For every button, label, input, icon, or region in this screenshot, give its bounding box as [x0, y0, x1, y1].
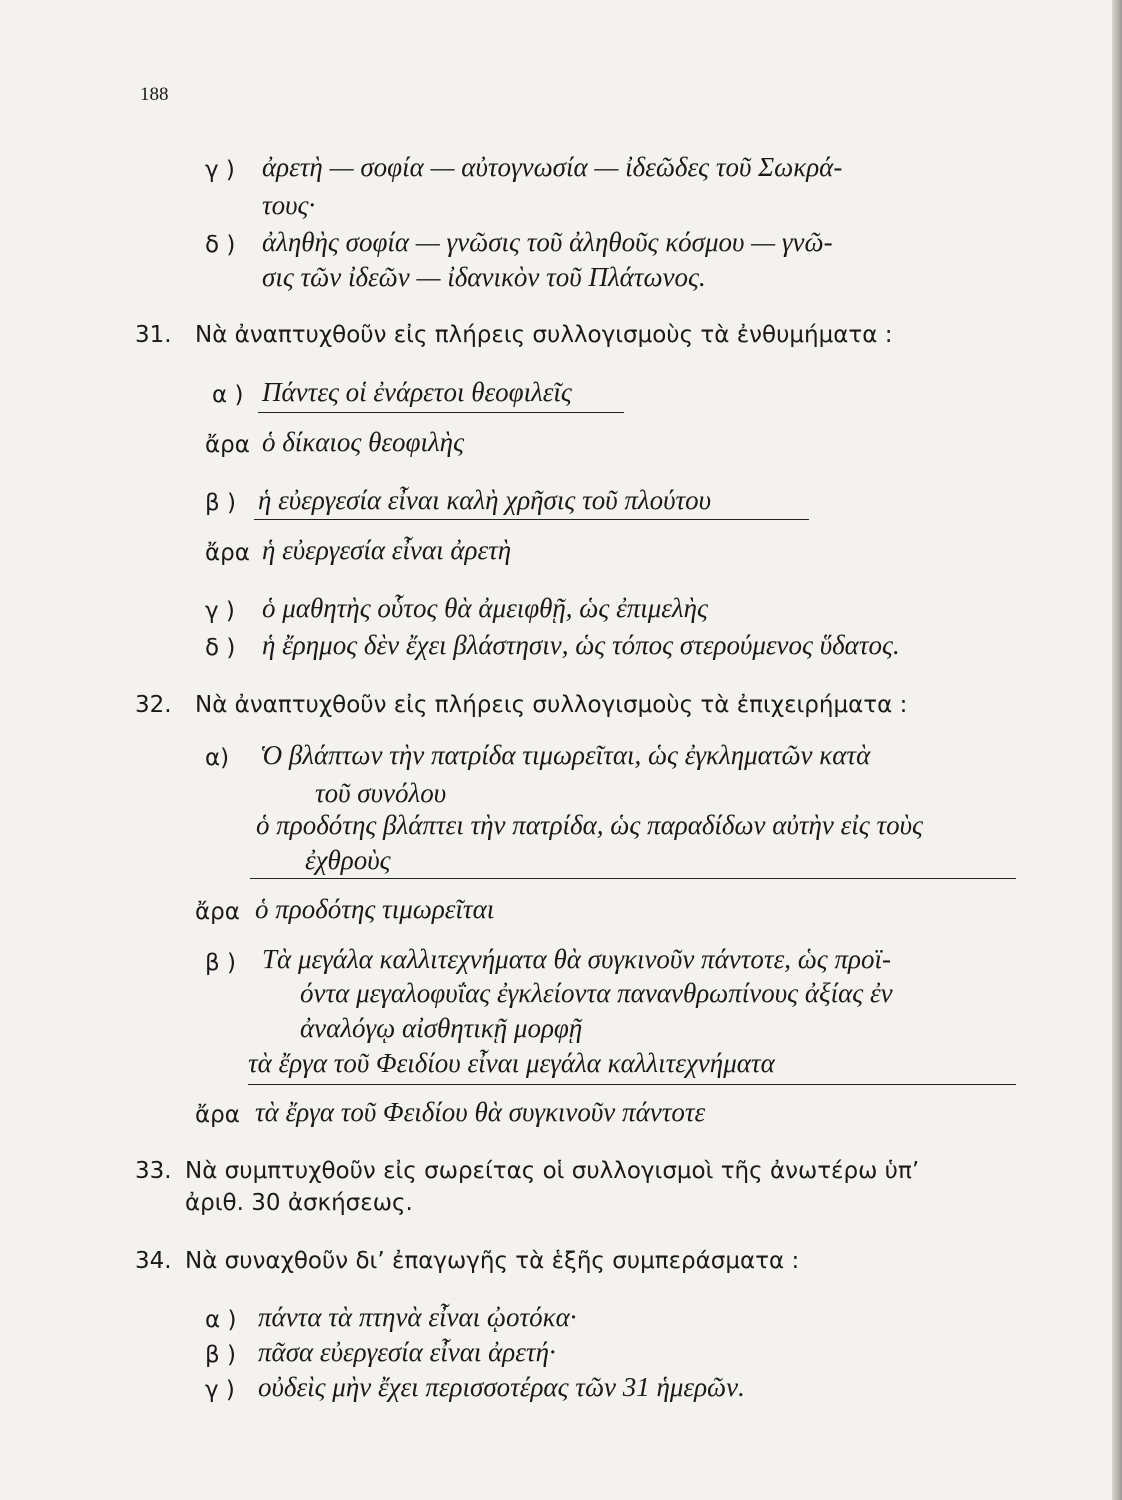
premise: τὰ ἔργα τοῦ Φειδίου εἶναι μεγάλα καλλιτεχνήματα — [248, 1048, 775, 1078]
item-label: α ) — [212, 382, 244, 408]
exercise-heading: Νὰ ἀναπτυχθοῦν εἰς πλήρεις συλλογισμοὺς τὰ ἐνθυμήματα : — [195, 322, 893, 348]
item-text: τους· — [262, 190, 316, 220]
syllogism-rule — [248, 1084, 1016, 1085]
premise: Ὁ βλάπτων τὴν πατρίδα τιμωρεῖται, ὡς ἐγκληματῶν κατὰ — [260, 740, 871, 770]
premise: τοῦ συνόλου — [315, 778, 447, 808]
exercise-number: 33. — [135, 1158, 172, 1184]
conclusion-prefix: ἄρα — [195, 899, 240, 925]
item-label: γ ) — [205, 598, 235, 624]
premise: ἀναλόγῳ αἰσθητικῇ μορφῇ — [300, 1013, 583, 1043]
item-label: δ ) — [205, 232, 236, 258]
item-text: πάντα τὰ πτηνὰ εἶναι ᾠοτόκα· — [258, 1302, 577, 1332]
exercise-heading: Νὰ ἀναπτυχθοῦν εἰς πλήρεις συλλογισμοὺς τὰ ἐπιχειρήματα : — [195, 692, 908, 718]
conclusion-prefix: ἄρα — [195, 1102, 240, 1128]
exercise-number: 34. — [135, 1248, 172, 1274]
exercise-heading: Νὰ συμπτυχθοῦν εἰς σωρείτας οἱ συλλογισμοὶ τῆς ἀνωτέρω ὑπ’ — [185, 1158, 920, 1184]
item-label: γ ) — [205, 157, 235, 183]
conclusion: ὁ δίκαιος θεοφιλὴς — [262, 427, 465, 457]
item-text: ἡ ἔρημος δὲν ἔχει βλάστησιν, ὡς τόπος στερούμενος ὕδατος. — [262, 630, 900, 660]
item-label: β ) — [205, 950, 236, 976]
conclusion-prefix: ἄρα — [205, 540, 250, 566]
premise: ἐχθροὺς — [305, 845, 391, 875]
syllogism-rule — [254, 519, 809, 520]
exercise-heading: ἀριθ. 30 ἀσκήσεως. — [185, 1190, 413, 1216]
item-text: ὁ μαθητὴς οὗτος θὰ ἀμειφθῇ, ὡς ἐπιμελὴς — [262, 593, 708, 623]
item-text: σις τῶν ἰδεῶν — ἰδανικὸν τοῦ Πλάτωνος. — [262, 262, 706, 292]
exercise-number: 31. — [135, 322, 172, 348]
premise: ὁ προδότης βλάπτει τὴν πατρίδα, ὡς παραδίδων αὐτὴν εἰς τοὺς — [256, 810, 923, 840]
exercise-number: 32. — [135, 692, 172, 718]
conclusion-prefix: ἄρα — [205, 432, 250, 458]
page-edge-shadow — [1112, 0, 1122, 1500]
premise: όντα μεγαλοφυΐας ἐγκλείοντα πανανθρωπίνους ἀξίας ἐν — [300, 978, 893, 1008]
premise: Πάντες οἱ ἐνάρετοι θεοφιλεῖς — [262, 377, 572, 407]
item-label: β ) — [205, 1342, 236, 1368]
item-label: γ ) — [205, 1377, 235, 1403]
conclusion: ἡ εὐεργεσία εἶναι ἀρετὴ — [262, 535, 512, 565]
conclusion: ὁ προδότης τιμωρεῖται — [255, 894, 495, 924]
item-text: ἀρετὴ — σοφία — αὐτογνωσία — ἰδεῶδες τοῦ Σωκρά- — [262, 152, 843, 182]
syllogism-rule — [258, 412, 624, 413]
premise: Τὰ μεγάλα καλλιτεχνήματα θὰ συγκινοῦν πάντοτε, ὡς προϊ- — [262, 944, 891, 974]
item-label: β ) — [205, 490, 236, 516]
item-label: α ) — [205, 1307, 237, 1333]
item-label: α) — [205, 745, 230, 771]
page-number: 188 — [140, 84, 169, 105]
item-text: οὐδεὶς μὴν ἔχει περισσοτέρας τῶν 31 ἡμερῶν. — [258, 1372, 745, 1402]
premise: ἡ εὐεργεσία εἶναι καλὴ χρῆσις τοῦ πλούτου — [258, 485, 712, 515]
conclusion: τὰ ἔργα τοῦ Φειδίου θὰ συγκινοῦν πάντοτε — [255, 1097, 706, 1127]
exercise-heading: Νὰ συναχθοῦν δι’ ἐπαγωγῆς τὰ ἑξῆς συμπεράσματα : — [185, 1248, 800, 1274]
item-label: δ ) — [205, 635, 236, 661]
item-text: ἀληθὴς σοφία — γνῶσις τοῦ ἀληθοῦς κόσμου — γνῶ- — [262, 227, 833, 257]
item-text: πᾶσα εὐεργεσία εἶναι ἀρετή· — [258, 1337, 556, 1367]
syllogism-rule — [250, 878, 1016, 879]
